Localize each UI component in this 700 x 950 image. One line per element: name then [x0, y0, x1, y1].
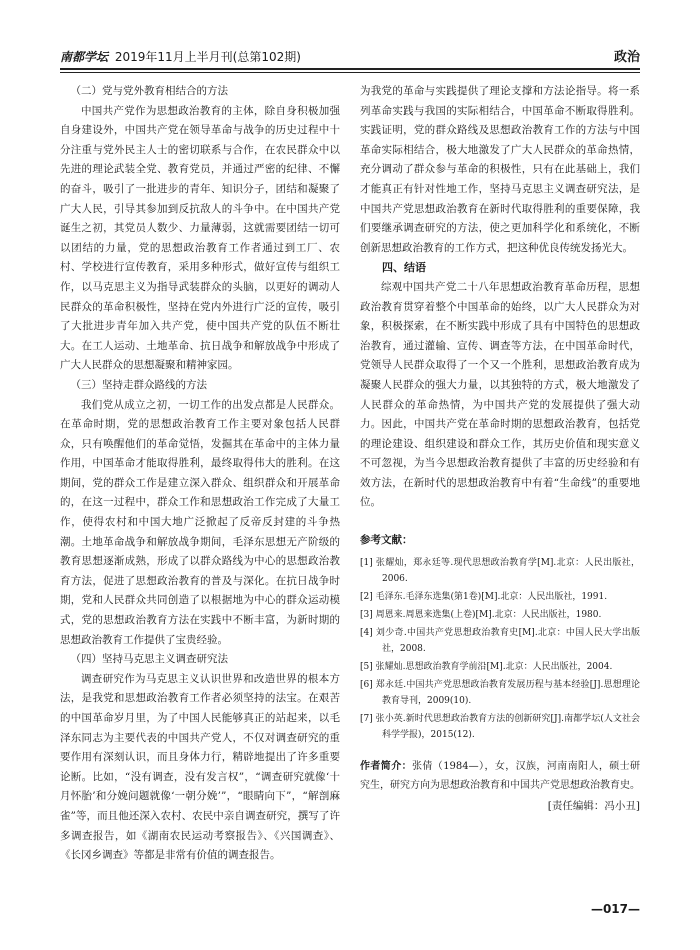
references-list — [360, 555, 640, 743]
author-label: 作者简介： — [360, 760, 412, 772]
body-paragraph-continued: 为我党的革命与实践提供了理论支撑和方法论指导。将一系列革命实践与我国的实际相结合，中国革命不断取得胜利。实践证明，党的群众路线及思想政治教育工作的方法与中国革命实际相结合，极大地激发了广大人民群众的革命热情，充分调动了群众参与革命的积极性，只有在此基础上，我们才能真正有针对性地工作，坚持马克思主义调查研究法，是中国共产党思想政治教育在新时代取得胜利的重要保障，我们要继承调查研究的方法，使之更加科学化和系统化，不断创新思想政治教育的工作方式，把这种优良传统发扬光大。 — [360, 85, 640, 254]
author-bio — [360, 757, 640, 795]
conclusion-heading: 四、结语 — [382, 261, 426, 275]
reference-item: [7] 张小英.新时代思想政治教育方法的创新研究[J].南都学坛(人文社会科学学报)，2015(12). — [360, 713, 640, 740]
reference-item: [3] 周恩来.周恩来选集(上卷)[M].北京：人民出版社，1980. — [360, 609, 602, 620]
right-column — [360, 82, 640, 816]
header-rule-thin — [60, 72, 640, 73]
section-heading-2: （二）党与党外教育相结合的方法 — [70, 85, 228, 97]
conclusion-paragraph: 综观中国共产党二十八年思想政治教育革命历程，思想政治教育贯穿着整个中国革命的始终，以广大人民群众为对象，积极探索，在不断实践中形成了具有中国特色的思想政治教育，通过灌输、宣传、调查等方法，在中国革命时代，党领导人民群众取得了一个又一个胜利，思想政治教育成为凝聚人民群众的强大力量，以其独特的方式，极大地激发了人民群众的革命热情，为中国共产党的发展提供了强大动力。因此，中国共产党在革命时期的思想政治教育，包括党的理论建设、组织建设和群众工作，其历史价值和现实意义不可忽视，为当今思想政治教育提供了丰富的历史经验和有效方法，在新时代的思想政治教育中有着“生命线”的重要地位。 — [360, 280, 640, 509]
body-paragraph: 我们党从成立之初，一切工作的出发点都是人民群众。在革命时期，党的思想政治教育工作主要对象包括人民群众，只有唤醒他们的革命觉悟，发掘其在革命中的主体力量作用，中国革命才能取得胜利，最终取得伟大的胜利。在这期间，党的群众工作是建立深入群众、组织群众和开展革命的，在这一过程中，群众工作和思想政治工作完成了大量工作，使得农村和中国大地广泛掀起了反帝反封建的斗争热潮。土地革命战争和解放战争期间，毛泽东思想无产阶级的教育思想逐渐成熟，形成了以群众路线为中心的思想政治教育方法，促进了思想政治教育的普及与深化。在抗日战争时期，党和人民群众共同创造了以根据地为中心的群众运动模式，党的思想政治教育方法在实践中不断丰富，为新时期的思想政治教育工作提供了宝贵经验。 — [60, 398, 340, 646]
journal-name: 南都学坛 — [60, 50, 109, 64]
page-number: —017— — [590, 902, 640, 916]
references-title: 参考文献： — [360, 534, 413, 547]
left-column — [60, 82, 340, 866]
responsible-editor: [责任编辑：冯小丑] — [547, 799, 640, 812]
page-header — [60, 46, 640, 68]
section-heading-4: （四）坚持马克思主义调查研究法 — [70, 653, 228, 666]
body-paragraph: 调查研究作为马克思主义认识世界和改造世界的根本方法，是我党和思想政治教育工作者必须坚持的法宝。在艰苦的中国革命岁月里，为了中国人民能够真正的站起来，以毛泽东同志为主要代表的中国共产党人，不仅对调查研究的重要作用有深刻认识，而且身体力行，精辟地提出了许多重要论断。比如，“没有调查，没有发言权”，“调查研究就像‘十月怀胎’和分娩问题就像‘一朝分娩’”，“眼睛向下”，“解剖麻雀”等，而且他还深入农村、农民中亲自调查研究，撰写了许多调查报告，如《湖南农民运动考察报告》、《兴国调查》、《长冈乡调查》等都是非常有价值的调查报告。 — [60, 672, 340, 862]
header-rule-thick — [60, 68, 640, 70]
journal-info — [60, 48, 301, 65]
reference-item: [6] 郑永廷.中国共产党思想政治教育发展历程与基本经验[J].思想理论教育导刊，2009(10). — [360, 679, 640, 706]
reference-item: [1] 张耀灿，郑永廷等.现代思想政治教育学[M].北京：人民出版社，2006. — [360, 557, 640, 584]
body-paragraph: 中国共产党作为思想政治教育的主体，除自身积极加强自身建设外，中国共产党在领导革命与战争的历史过程中十分注重与党外民主人士的密切联系与合作，在农民群众中以先进的理论武装全党、教育党员，并通过严密的纪律、不懈的奋斗，吸引了一批进步的青年、知识分子，团结和凝聚了广大人民，引导其参加到反抗敌人的斗争中。在中国共产党诞生之初，其党员人数少、力量薄弱，这就需要团结一切可以团结的力量，党的思想政治教育工作者通过到工厂、农村、学校进行宣传教育，采用多种形式，做好宣传与组织工作，以马克思主义为指导武装群众的头脑，以更好的调动人民群众的革命积极性，坚持在党内外进行广泛的宣传，吸引了大批进步青年加入共产党，使中国共产党的队伍不断壮大。在工人运动、土地革命、抗日战争和解放战争中形成了广大人民群众的思想凝聚和精神家园。 — [60, 104, 340, 372]
section-label: 政治 — [613, 50, 640, 65]
reference-item: [4] 刘少奇.中国共产党思想政治教育史[M].北京：中国人民大学出版社，2008. — [360, 627, 640, 654]
reference-item: [2] 毛泽东.毛泽东选集(第1卷)[M].北京：人民出版社，1991. — [360, 591, 608, 602]
reference-item: [5] 张耀灿.思想政治教育学前沿[M].北京：人民出版社，2004. — [360, 661, 613, 672]
section-heading-3: （三）坚持走群众路线的方法 — [70, 378, 207, 391]
issue-info: 2019年11月上半月刊(总第102期) — [114, 50, 301, 64]
author-text: 张倩（1984—），女，汉族，河南南阳人，硕士研究生，研究方向为思想政治教育和中国共产党思想政治教育史。 — [360, 760, 641, 791]
